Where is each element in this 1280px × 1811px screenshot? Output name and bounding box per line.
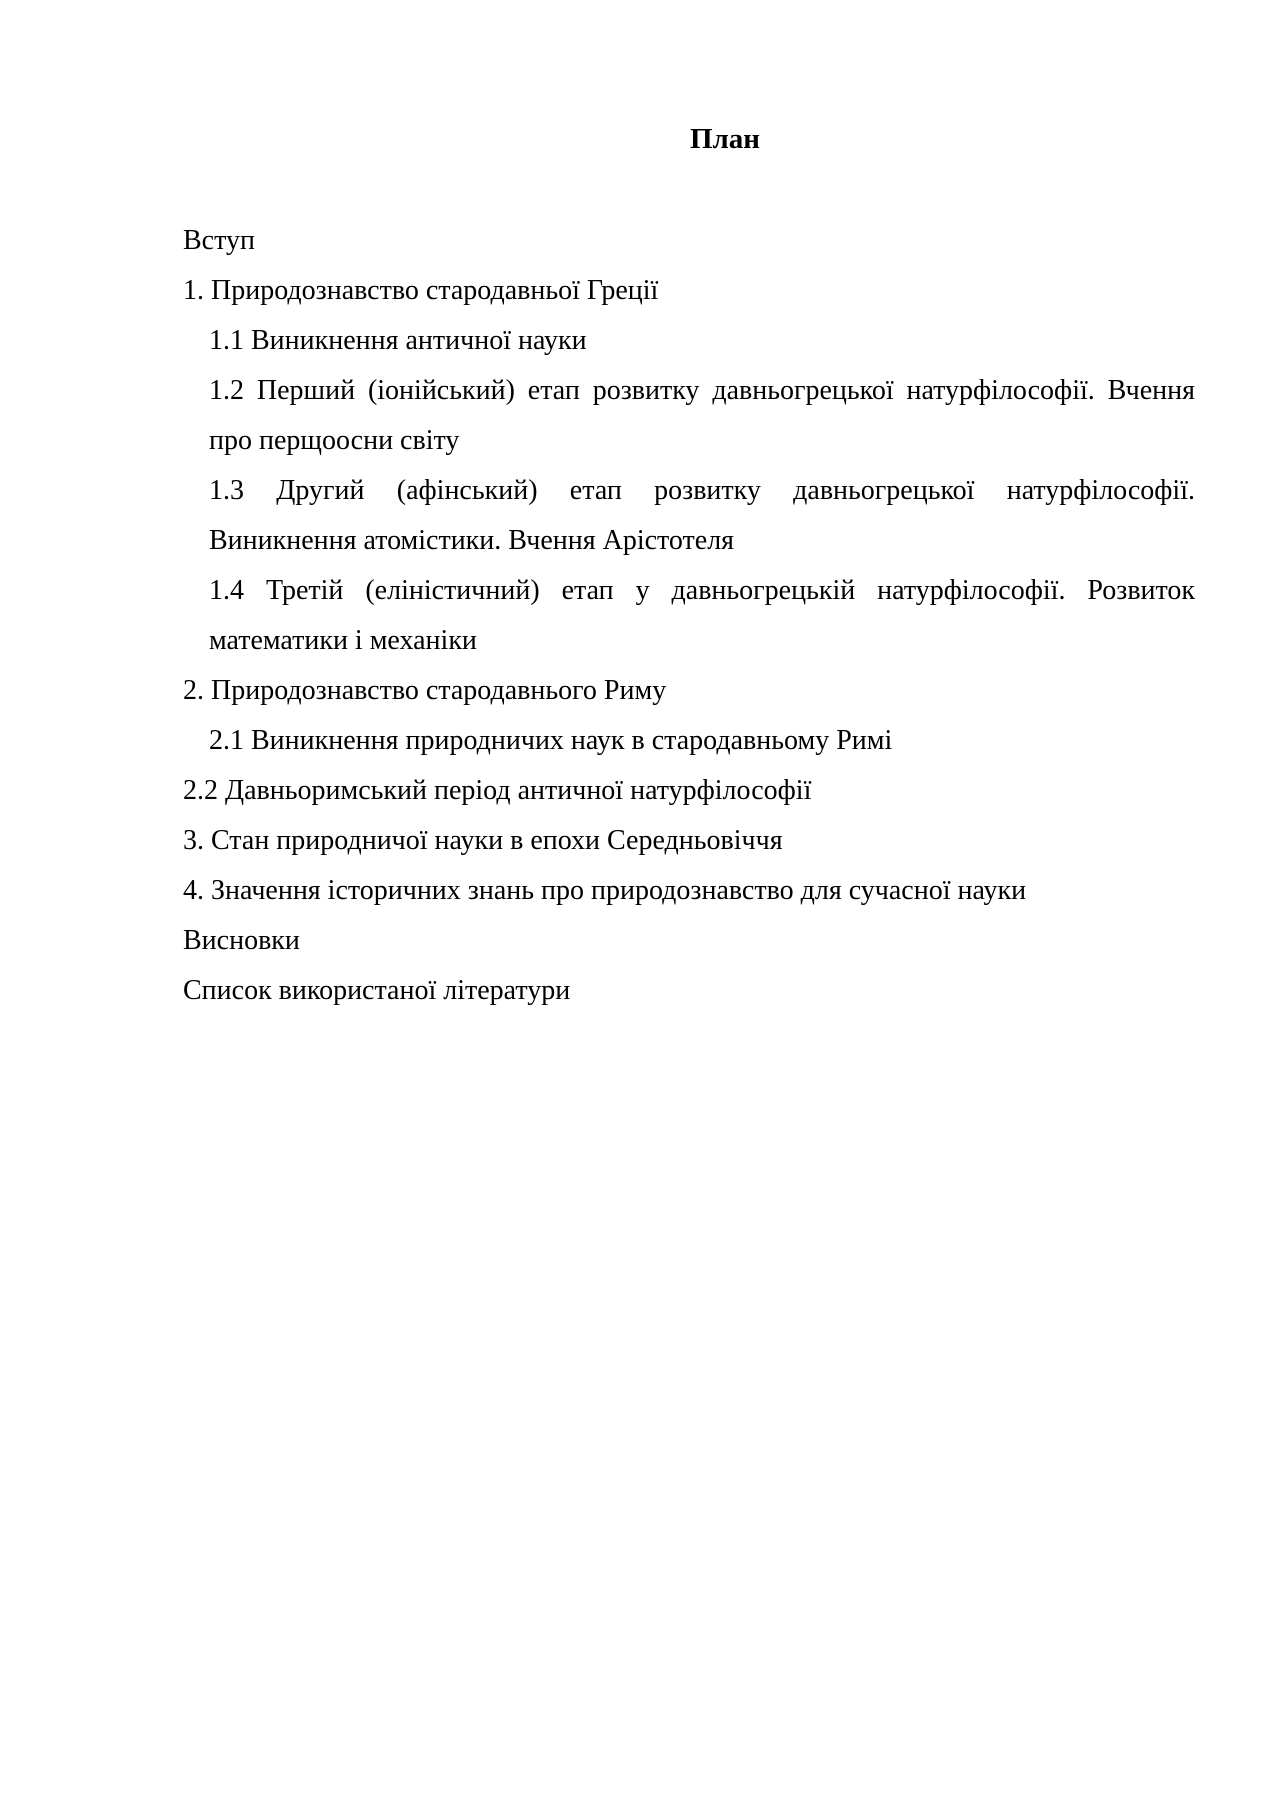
toc-item-section-2-2: 2.2 Давньоримський період античної натурфілософії (183, 775, 812, 806)
toc-item-section-1-1: 1.1 Виникнення античної науки (209, 325, 587, 356)
toc-item-section-1-3: 1.3 Другий (афінський) етап розвитку давньогрецької натурфілософії. Виникнення атомістики. Вчення Арістотеля (209, 475, 1195, 556)
toc-item-references: Список використаної літератури (183, 975, 571, 1006)
toc-item-section-1-4: 1.4 Третій (еліністичний) етап у давньогрецькій натурфілософії. Розвиток математики і механіки (209, 575, 1195, 656)
toc-item-section-1: 1. Природознавство стародавньої Греції (183, 275, 659, 306)
toc-item-section-2: 2. Природознавство стародавнього Риму (183, 675, 667, 706)
toc-item-conclusions: Висновки (183, 925, 300, 956)
toc-item-intro: Вступ (183, 225, 255, 256)
toc-item-section-4: 4. Значення історичних знань про природознавство для сучасної науки (183, 875, 1027, 906)
plan-title: План (689, 123, 761, 155)
toc-item-section-1-2: 1.2 Перший (іонійський) етап розвитку давньогрецької натурфілософії. Вчення про перщоосни світу (209, 375, 1195, 456)
table-of-contents (183, 216, 1195, 1016)
toc-item-section-2-1: 2.1 Виникнення природничих наук в стародавньому Римі (209, 725, 893, 756)
toc-item-section-3: 3. Стан природничої науки в епохи Середньовіччя (183, 825, 783, 856)
